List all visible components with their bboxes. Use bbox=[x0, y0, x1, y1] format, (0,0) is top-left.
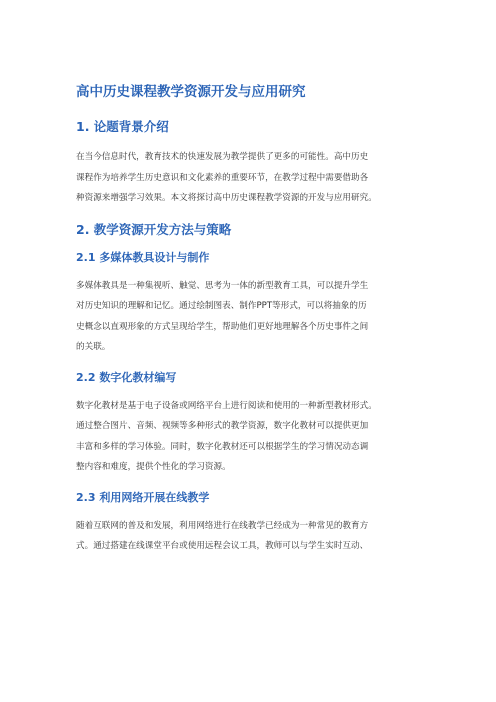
paragraph-line: 丰富和多样的学习体验。同时，数字化教材还可以根据学生的学习情况动态调 bbox=[76, 441, 369, 452]
paragraph-line: 种资源来增强学习效果。本文将探讨高中历史课程教学资源的开发与应用研究。 bbox=[76, 193, 377, 203]
subsection-heading: 2.1 多媒体教具设计与制作 bbox=[76, 250, 210, 264]
paragraph bbox=[76, 276, 456, 358]
document-title: 高中历史课程教学资源开发与应用研究 bbox=[76, 84, 306, 100]
section-background bbox=[76, 118, 456, 209]
subsection-heading: 2.3 利用网络开展在线教学 bbox=[76, 490, 210, 504]
section-heading: 2. 教学资源开发方法与策略 bbox=[76, 221, 232, 237]
subsection-heading: 2.2 数字化教材编写 bbox=[76, 370, 177, 384]
paragraph-line: 对历史知识的理解和记忆。通过绘制图表、制作PPT等形式，可以将抽象的历 bbox=[76, 301, 367, 311]
paragraph-line: 课程作为培养学生历史意识和文化素养的重要环节，在教学过程中需要借助各 bbox=[76, 172, 369, 183]
subsection-multimedia bbox=[76, 250, 456, 358]
subsection-digital-textbook bbox=[76, 370, 456, 478]
paragraph bbox=[76, 516, 456, 557]
section-methods bbox=[76, 221, 456, 557]
paragraph-line: 在当今信息时代，教育技术的快速发展为教学提供了更多的可能性。高中历史 bbox=[76, 152, 369, 162]
paragraph-line: 通过整合图片、音频、视频等多种形式的教学资源，数字化教材可以提供更加 bbox=[76, 421, 369, 431]
section-heading: 1. 论题背景介绍 bbox=[76, 119, 169, 134]
paragraph bbox=[76, 396, 456, 478]
paragraph-line: 随着互联网的普及和发展，利用网络进行在线教学已经成为一种常见的教育方 bbox=[76, 520, 369, 531]
paragraph bbox=[76, 147, 456, 209]
paragraph-line: 数字化教材是基于电子设备或网络平台上进行阅读和使用的一种新型教材形式。 bbox=[76, 400, 377, 411]
paragraph-line: 整内容和难度，提供个性化的学习资源。 bbox=[76, 462, 231, 472]
paragraph-line: 式。通过搭建在线课堂平台或使用远程会议工具，教师可以与学生实时互动、 bbox=[76, 541, 369, 551]
paragraph-line: 史概念以直观形象的方式呈现给学生，帮助他们更好地理解各个历史事件之间 bbox=[76, 321, 369, 332]
paragraph-line: 的关联。 bbox=[76, 342, 111, 352]
paragraph-line: 多媒体教具是一种集视听、触觉、思考为一体的新型教育工具，可以提升学生 bbox=[76, 280, 369, 291]
subsection-online-teaching bbox=[76, 490, 456, 557]
